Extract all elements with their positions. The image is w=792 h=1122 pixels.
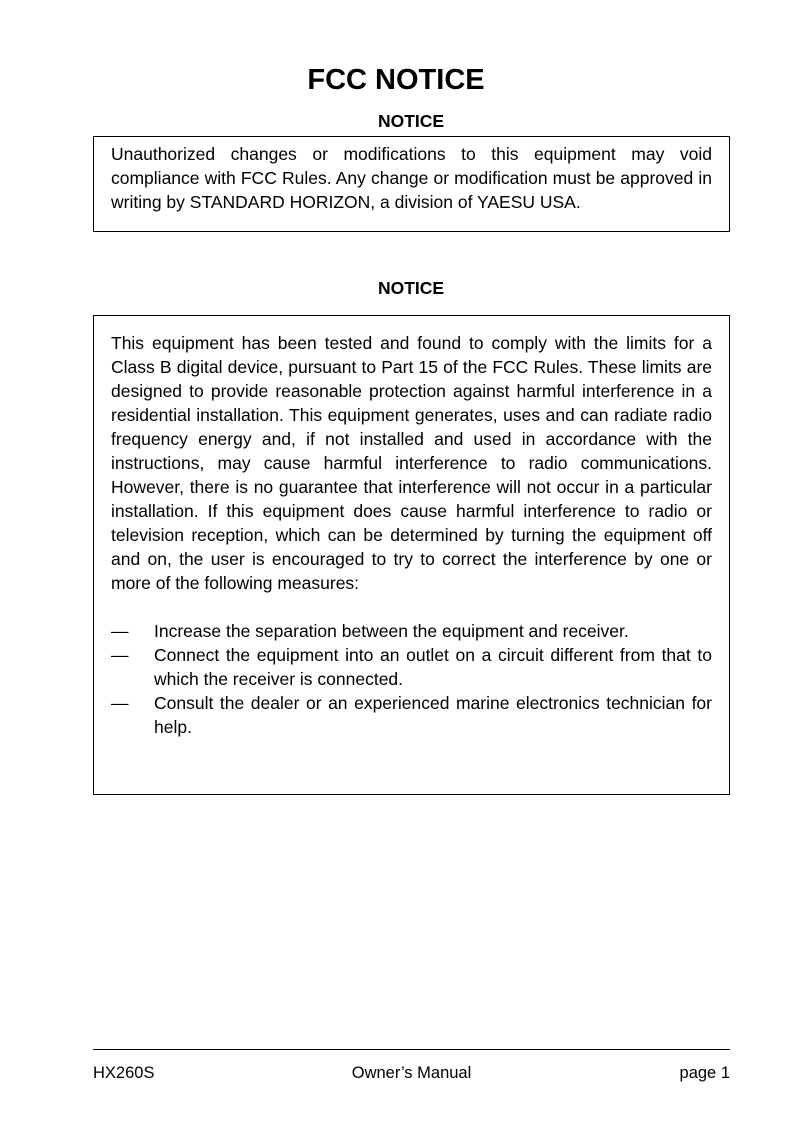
measure-text: Increase the separation between the equipment and receiver.: [154, 621, 629, 641]
measure-item: [111, 619, 712, 643]
notice-heading-modifications: NOTICE: [377, 111, 445, 131]
page-footer: [93, 1062, 730, 1084]
measure-dash: —: [111, 693, 129, 713]
class-b-notice-box: [93, 315, 730, 795]
footer-divider: [93, 1049, 730, 1050]
measure-item: [111, 643, 712, 691]
footer-model-number: HX260S: [93, 1064, 155, 1082]
footer-page-number: page 1: [679, 1064, 730, 1082]
modifications-notice-box: [93, 136, 730, 232]
footer-manual-title: Owner’s Manual: [351, 1064, 472, 1082]
class-b-notice-text: This equipment has been tested and found to comply with the limits for a Class B digital device, pursuant to Part 15 of the FCC Rules. These limits are designed to provide reasonable protection against harmful interference in a residential installation. This equipment generates, uses and can radiate radio frequency energy and, if not installed and used in accordance with the instructions, may cause harmful interference to radio communications. However, there is no guarantee that interference will not occur in a particular installation. If this equipment does cause harmful interference to radio or television reception, which can be determined by turning the equipment off and on, the user is encouraged to try to correct the interference by one or more of the following measures:: [111, 333, 712, 593]
measure-dash: —: [111, 645, 129, 665]
modifications-notice-text: Unauthorized changes or modifications to this equipment may void compliance with FCC Rules. Any change or modification must be approved in writing by STANDARD HORIZON, a division of YAESU USA.: [111, 144, 712, 212]
measure-dash: —: [111, 621, 129, 641]
notice-heading-class-b: NOTICE: [377, 278, 445, 298]
measure-item: [111, 691, 712, 739]
page-title: FCC NOTICE: [307, 64, 485, 96]
measure-text: Connect the equipment into an outlet on a circuit different from that to which the receiver is connected.: [154, 645, 712, 689]
measure-text: Consult the dealer or an experienced marine electronics technician for help.: [154, 693, 712, 737]
measures-list: [111, 619, 712, 739]
